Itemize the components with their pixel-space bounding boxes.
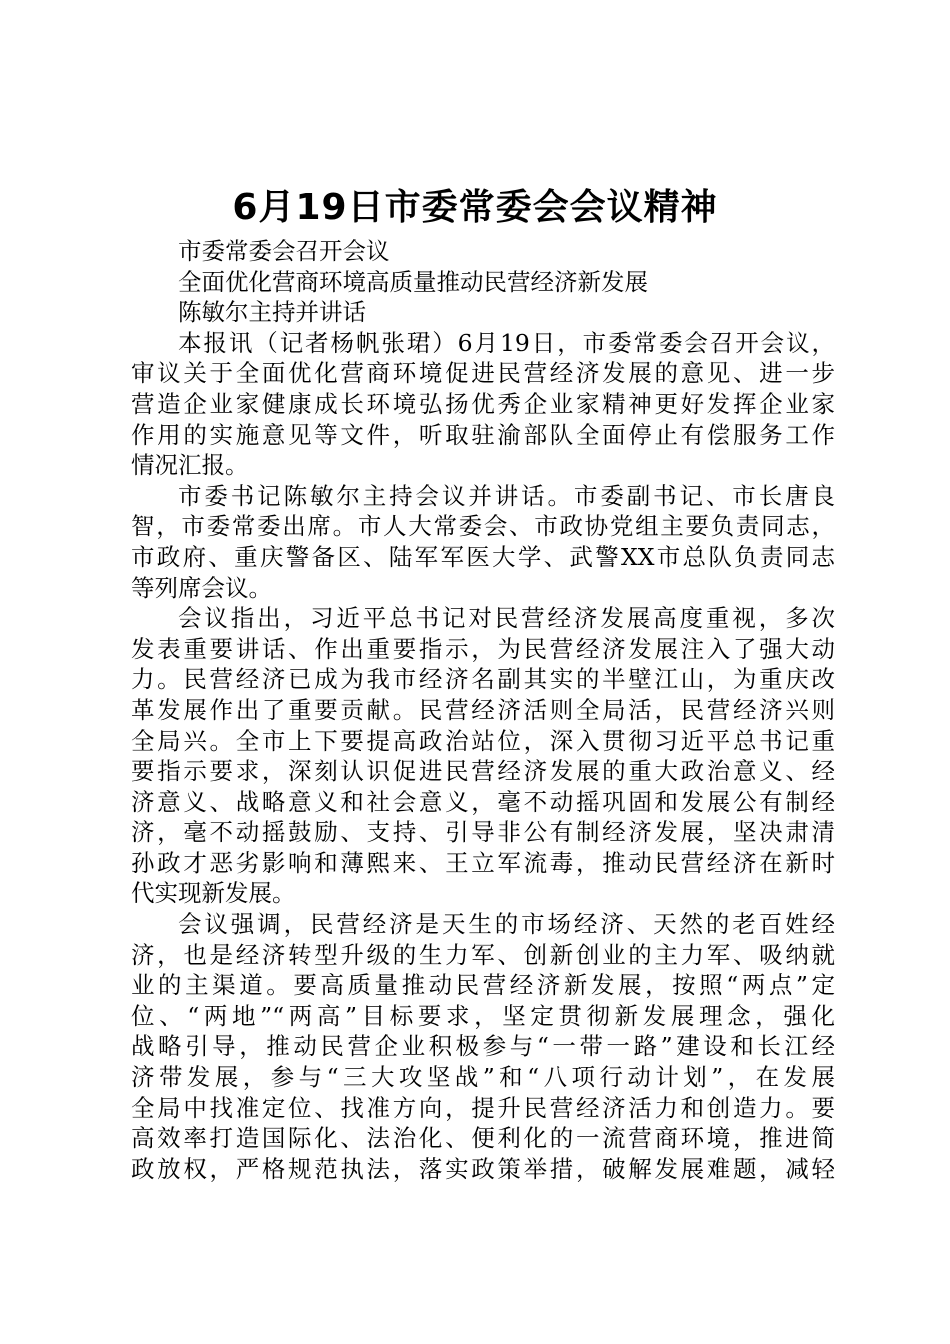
- subhead-line: 市委常委会召开会议: [178, 237, 390, 265]
- paragraph-line: 业的主渠道。要高质量推动民营经济新发展，按照“两点”定: [131, 971, 835, 1000]
- paragraph-line: 济，毫不动摇鼓励、支持、引导非公有制经济发展，坚决肃清: [131, 818, 835, 847]
- paragraph-line: 会议指出，习近平总书记对民营经济发展高度重视，多次: [178, 604, 835, 633]
- paragraph-line: 要指示要求，深刻认识促进民营经济发展的重大政治意义、经: [131, 757, 835, 786]
- paragraph-line: 会议强调，民营经济是天生的市场经济、天然的老百姓经: [178, 910, 835, 939]
- paragraph-line: 全局兴。全市上下要提高政治站位，深入贯彻习近平总书记重: [131, 726, 835, 755]
- document-title: 6月19日市委常委会会议精神: [232, 187, 718, 228]
- paragraph-line: 代实现新发展。: [131, 879, 296, 908]
- paragraph-line: 本报讯（记者杨帆张珺）6月19日，市委常委会召开会议，: [178, 328, 835, 357]
- paragraph-line: 审议关于全面优化营商环境促进民营经济发展的意见、进一步: [131, 359, 835, 388]
- paragraph-line: 孙政才恶劣影响和薄熙来、王立军流毒，推动民营经济在新时: [131, 848, 835, 877]
- paragraph-line: 高效率打造国际化、法治化、便利化的一流营商环境，推进简: [131, 1124, 835, 1153]
- paragraph-line: 营造企业家健康成长环境弘扬优秀企业家精神更好发挥企业家: [131, 389, 835, 418]
- paragraph-line: 位、“两地”“两高”目标要求，坚定贯彻新发展理念，强化: [131, 1001, 835, 1030]
- subhead-line: 全面优化营商环境高质量推动民营经济新发展: [178, 267, 648, 296]
- paragraph-line: 革发展作出了重要贡献。民营经济活则全局活，民营经济兴则: [131, 695, 835, 724]
- paragraph-line: 济，也是经济转型升级的生力军、创新创业的主力军、吸纳就: [131, 940, 835, 969]
- document-body: [131, 236, 835, 1184]
- paragraph-line: 全局中找准定位、找准方向，提升民营经济活力和创造力。要: [131, 1093, 835, 1122]
- paragraph-line: 战略引导，推动民营企业积极参与“一带一路”建设和长江经: [131, 1032, 835, 1061]
- paragraph-line: 智，市委常委出席。市人大常委会、市政协党组主要负责同志，: [131, 512, 835, 541]
- paragraph-line: 政放权，严格规范执法，落实政策举措，破解发展难题，减轻: [131, 1154, 835, 1183]
- paragraph-line: 市委书记陈敏尔主持会议并讲话。市委副书记、市长唐良: [178, 481, 835, 510]
- paragraph-line: 济意义、战略意义和社会意义，毫不动摇巩固和发展公有制经: [131, 787, 835, 816]
- paragraph-line: 情况汇报。: [131, 451, 249, 480]
- paragraph-line: 力。民营经济已成为我市经济名副其实的半壁江山，为重庆改: [131, 665, 835, 694]
- paragraph-line: 作用的实施意见等文件，听取驻渝部队全面停止有偿服务工作: [131, 420, 835, 449]
- paragraph-line: 济带发展，参与“三大攻坚战”和“八项行动计划”，在发展: [131, 1063, 835, 1092]
- paragraph-line: 等列席会议。: [131, 573, 272, 602]
- subhead-line: 陈敏尔主持并讲话: [178, 298, 366, 327]
- paragraph-line: 发表重要讲话、作出重要指示，为民营经济发展注入了强大动: [131, 634, 835, 663]
- paragraph-line: 市政府、重庆警备区、陆军军医大学、武警XX市总队负责同志: [131, 542, 835, 571]
